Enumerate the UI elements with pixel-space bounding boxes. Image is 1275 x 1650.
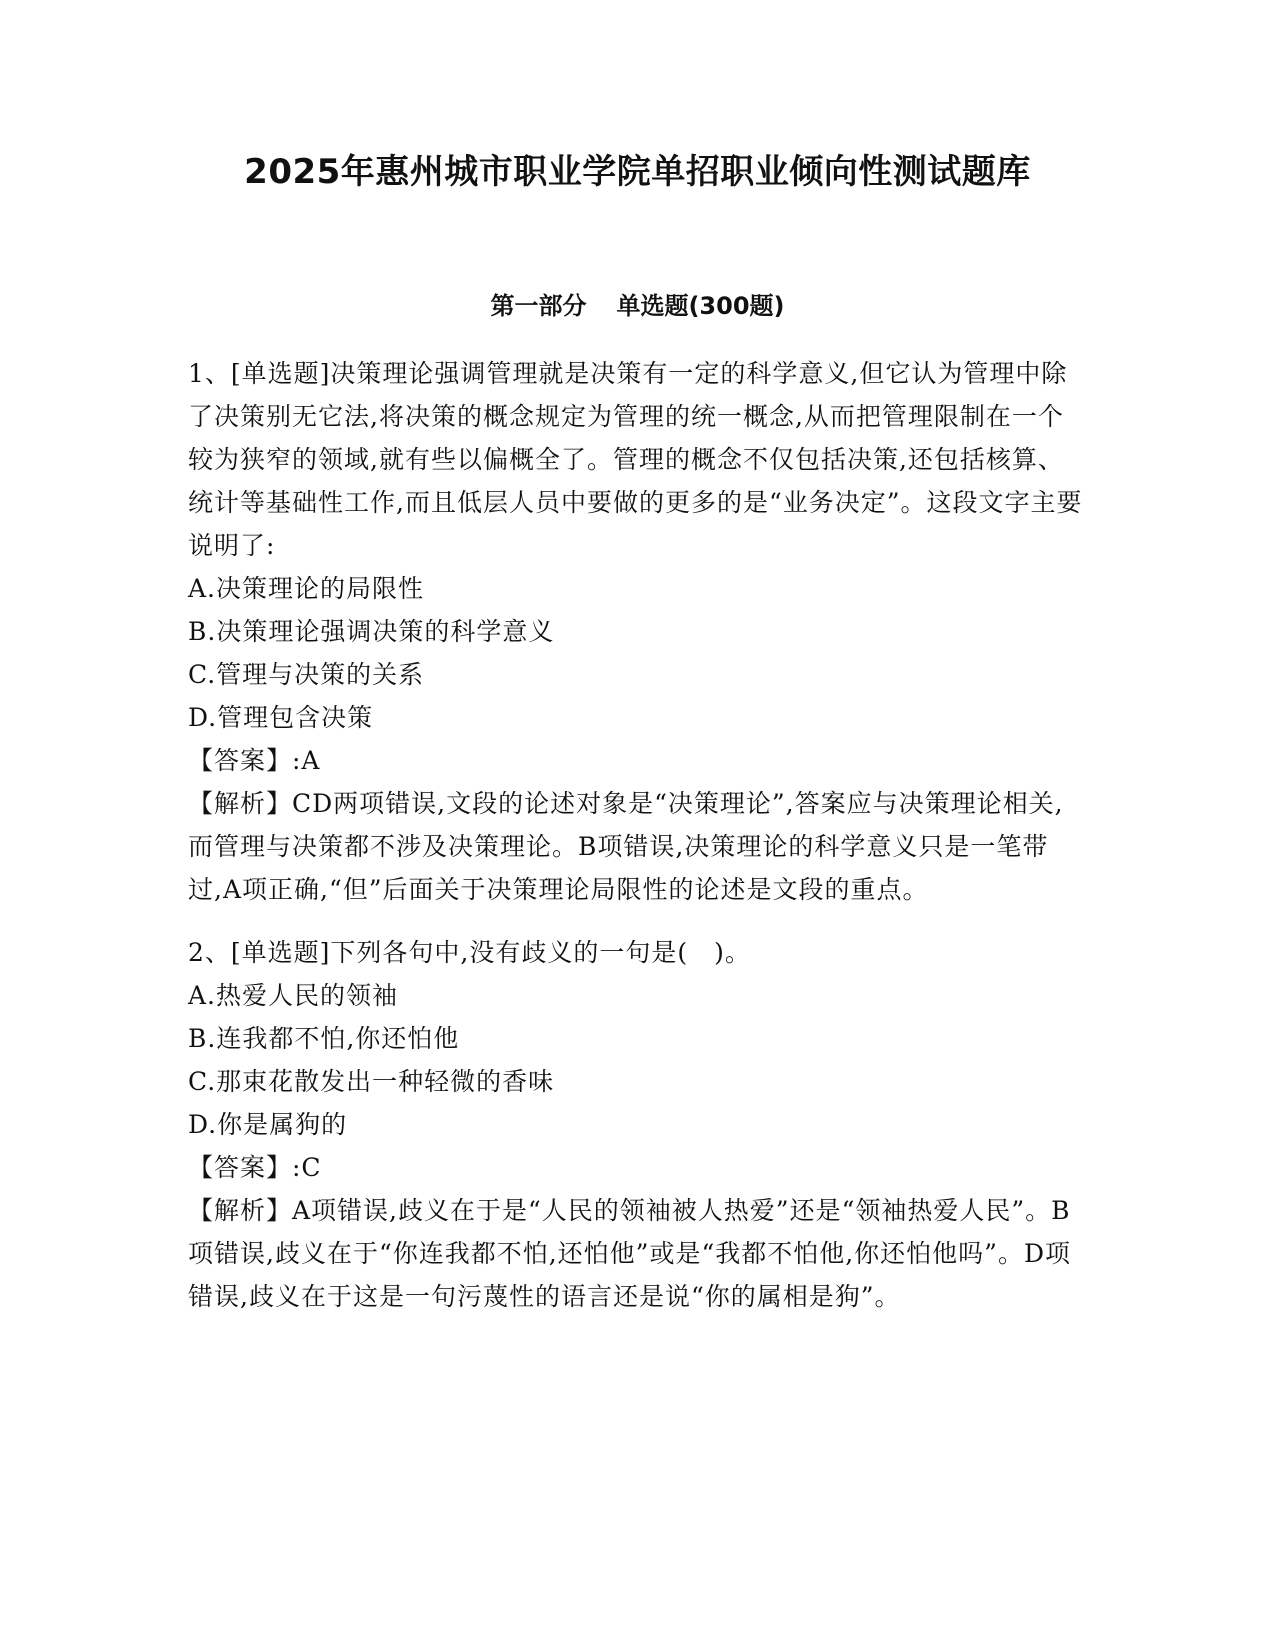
option-a: A.决策理论的局限性 — [188, 574, 425, 603]
analysis-paragraph: 【解析】A项错误,歧义在于是“人民的领袖被人热爱”还是“领袖热爱人民”。B项错误,歧义在于“你连我都不怕,还怕他”或是“我都不怕他,你还怕他吗”。D项错误,歧义在于这是一句污蔑性的语言还是说“你的属相是狗”。 — [188, 1196, 1072, 1311]
option-a: A.热爱人民的领袖 — [188, 981, 399, 1010]
option-c: C.那束花散发出一种轻微的香味 — [188, 1067, 555, 1096]
answer-line: 【答案】:A — [188, 746, 321, 775]
question-list — [188, 352, 1088, 1338]
section-name: 单选题(300题) — [616, 292, 785, 320]
option-c: C.管理与决策的关系 — [188, 660, 425, 689]
analysis-paragraph: 【解析】CD两项错误,文段的论述对象是“决策理论”,答案应与决策理论相关,而管理与决策都不涉及决策理论。B项错误,决策理论的科学意义只是一笔带过,A项正确,“但”后面关于决策理论局限性的论述是文段的重点。 — [188, 789, 1064, 904]
option-d: D.你是属狗的 — [188, 1110, 348, 1139]
question-stem: 1、[单选题]决策理论强调管理就是决策有一定的科学意义,但它认为管理中除了决策别无它法,将决策的概念规定为管理的统一概念,从而把管理限制在一个较为狭窄的领域,就有些以偏概全了。管理的概念不仅包括决策,还包括核算、统计等基础性工作,而且低层人员中要做的更多的是“业务决定”。这段文字主要说明了: — [188, 359, 1083, 560]
section-heading — [0, 290, 1275, 322]
option-d: D.管理包含决策 — [188, 703, 374, 732]
question-stem: 2、[单选题]下列各句中,没有歧义的一句是( )。 — [188, 938, 751, 967]
question-item — [188, 352, 1088, 911]
document-title: 2025年惠州城市职业学院单招职业倾向性测试题库 — [244, 152, 1031, 192]
option-b: B.决策理论强调决策的科学意义 — [188, 617, 555, 646]
section-label: 第一部分 — [490, 292, 587, 320]
option-b: B.连我都不怕,你还怕他 — [188, 1024, 460, 1053]
answer-line: 【答案】:C — [188, 1153, 322, 1182]
question-item — [188, 931, 1088, 1318]
